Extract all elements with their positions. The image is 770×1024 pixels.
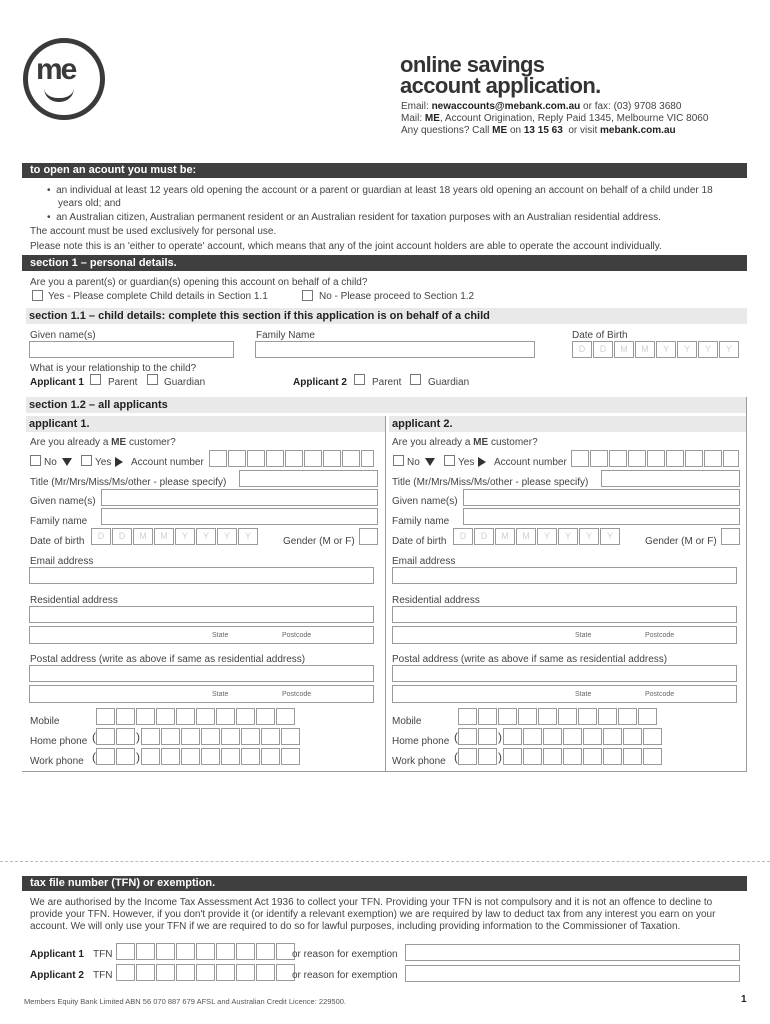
a2-mobile-cell[interactable]	[618, 708, 637, 725]
child-dob-cell[interactable]: D	[572, 341, 592, 358]
note-personal-use: The account must be used exclusively for personal use.	[30, 226, 277, 237]
a1-account-cell[interactable]	[285, 450, 303, 467]
logo-text: me	[36, 53, 76, 86]
a1-home-cell[interactable]	[261, 728, 280, 745]
a2-dob-label: Date of birth	[392, 536, 447, 547]
a2-home-label: Home phone	[392, 736, 450, 747]
a2-gender-input[interactable]	[721, 528, 740, 545]
a1-no-label: No	[44, 457, 57, 468]
a2-email-input[interactable]	[392, 567, 737, 584]
a2-gender-label: Gender (M or F)	[645, 536, 717, 547]
tfn-label-1: TFN	[93, 949, 113, 960]
rel-applicant-1-label: Applicant 1	[30, 377, 84, 388]
arrow-right-icon	[478, 457, 486, 467]
title-line-2: account application.	[400, 73, 601, 98]
a1-dob-cell[interactable]: D	[112, 528, 132, 545]
a2-work-label: Work phone	[392, 756, 446, 767]
a2-family-label: Family name	[392, 516, 450, 527]
a2-home-cell[interactable]	[643, 728, 662, 745]
a2-work-cell[interactable]	[643, 748, 662, 765]
a2-mobile-cell[interactable]	[558, 708, 577, 725]
a2-customer-q-a: Are you already a	[392, 437, 474, 448]
tfn-cell[interactable]	[136, 964, 155, 981]
a2-dob-cell[interactable]: M	[516, 528, 536, 545]
a2-account-cell[interactable]	[723, 450, 739, 467]
mail-address: , Account Origination, Reply Paid 1345, Melbourne VIC 8060	[439, 113, 709, 124]
tfn-cell[interactable]	[256, 964, 275, 981]
tfn-applicant-1-label: Applicant 1	[30, 949, 84, 960]
a2-dob-cell[interactable]: M	[495, 528, 515, 545]
a2-home-cell[interactable]	[583, 728, 602, 745]
a2-home-cell[interactable]	[543, 728, 562, 745]
app1-parent-checkbox[interactable]	[90, 374, 101, 385]
a2-residential-label: Residential address	[392, 595, 480, 606]
a2-account-cell[interactable]	[666, 450, 684, 467]
tfn-cell[interactable]	[196, 964, 215, 981]
app1-parent-label: Parent	[108, 377, 138, 388]
a2-home-cell[interactable]	[623, 728, 642, 745]
tfn-cell[interactable]	[216, 943, 235, 960]
a1-dob-cell[interactable]: M	[133, 528, 153, 545]
child-family-input[interactable]	[255, 341, 535, 358]
a1-no-checkbox[interactable]	[30, 455, 41, 466]
a2-account-cell[interactable]	[571, 450, 589, 467]
a2-dob-cell[interactable]: Y	[579, 528, 599, 545]
a1-home-cell[interactable]	[141, 728, 160, 745]
a1-customer-q-brand: ME	[111, 437, 127, 448]
a2-no-label: No	[407, 457, 420, 468]
a2-work-cell[interactable]	[523, 748, 542, 765]
child-dob-cell[interactable]: M	[614, 341, 634, 358]
yes-child-checkbox[interactable]	[32, 290, 43, 301]
app2-parent-checkbox[interactable]	[354, 374, 365, 385]
tfn-reason-label-1: or reason for exemption	[292, 949, 398, 960]
tfn-cell[interactable]	[116, 943, 135, 960]
child-dob-cell[interactable]: Y	[656, 341, 676, 358]
a1-home-paren-open: (	[92, 730, 96, 744]
a2-dob-cell[interactable]: Y	[537, 528, 557, 545]
a1-post-state-label: State	[212, 691, 229, 698]
a1-work-paren-open: (	[92, 750, 96, 764]
app1-guardian-label: Guardian	[164, 377, 206, 388]
a2-mobile-cell[interactable]	[458, 708, 477, 725]
a1-account-cell[interactable]	[266, 450, 284, 467]
phone-number: 13 15 63	[523, 125, 563, 136]
section-right-rule	[746, 397, 747, 771]
tfn-reason-input-1[interactable]	[405, 944, 740, 961]
a1-dob-cell[interactable]: Y	[217, 528, 237, 545]
a2-mobile-cell[interactable]	[478, 708, 497, 725]
a2-account-cell[interactable]	[590, 450, 608, 467]
a1-home-cell[interactable]	[116, 728, 135, 745]
a2-postal-line2[interactable]	[392, 685, 737, 703]
a1-customer-question	[30, 437, 176, 449]
a2-home-cell[interactable]	[458, 728, 477, 745]
a2-res-postcode-label: Postcode	[645, 632, 675, 639]
a1-dob-cell[interactable]: D	[91, 528, 111, 545]
arrow-down-icon	[62, 458, 72, 466]
a2-title-input[interactable]	[601, 470, 740, 487]
a1-mobile-cell[interactable]	[116, 708, 135, 725]
a1-account-cell[interactable]	[209, 450, 227, 467]
questions-brand: ME	[492, 125, 508, 136]
relationship-question: What is your relationship to the child?	[30, 363, 197, 374]
footer-legal: Members Equity Bank Limited ABN 56 070 887 679 AFSL and Australian Credit Licence: 229500.	[24, 997, 347, 1006]
a2-post-postcode-label: Postcode	[645, 691, 675, 698]
a2-work-cell[interactable]	[603, 748, 622, 765]
a1-work-cell[interactable]	[201, 748, 220, 765]
a2-work-cell[interactable]	[503, 748, 522, 765]
a1-home-label: Home phone	[30, 736, 88, 747]
child-dob-cell[interactable]: M	[635, 341, 655, 358]
tfn-cell[interactable]	[156, 943, 175, 960]
a1-gender-input[interactable]	[359, 528, 378, 545]
child-family-label: Family Name	[256, 330, 315, 341]
yes-child-label: Yes - Please complete Child details in Section 1.1	[48, 291, 268, 302]
tfn-label-2: TFN	[93, 970, 113, 981]
a1-home-cell[interactable]	[241, 728, 260, 745]
email-label: Email:	[401, 101, 432, 112]
a1-family-label: Family name	[30, 516, 88, 527]
mail-label: Mail:	[401, 113, 425, 124]
a2-home-paren-open: (	[454, 730, 458, 744]
tfn-cell[interactable]	[236, 943, 255, 960]
a2-mobile-label: Mobile	[392, 716, 422, 727]
a2-work-paren-open: (	[454, 750, 458, 764]
tfn-cell[interactable]	[256, 943, 275, 960]
a2-work-cell[interactable]	[623, 748, 642, 765]
a1-mobile-cell[interactable]	[216, 708, 235, 725]
a1-home-cell[interactable]	[181, 728, 200, 745]
app1-guardian-checkbox[interactable]	[147, 374, 158, 385]
form-title	[400, 54, 601, 96]
a1-mobile-cell[interactable]	[196, 708, 215, 725]
a2-account-cell[interactable]	[685, 450, 703, 467]
tfn-para-1: We are authorised by the Income Tax Assessment Act 1936 to collect your TFN. Providing your TFN is not compulsory and it is not an offence to decline to	[30, 897, 713, 908]
a1-work-cell[interactable]	[221, 748, 240, 765]
a2-home-cell[interactable]	[503, 728, 522, 745]
a1-residential-line2[interactable]	[29, 626, 374, 644]
a2-mobile-cell[interactable]	[638, 708, 657, 725]
a1-res-state-label: State	[212, 632, 229, 639]
a1-work-cell[interactable]	[141, 748, 160, 765]
section-1-heading: section 1 – personal details.	[22, 255, 747, 271]
a1-work-cell[interactable]	[161, 748, 180, 765]
no-child-checkbox[interactable]	[302, 290, 313, 301]
arrow-right-icon	[115, 457, 123, 467]
a2-given-input[interactable]	[463, 489, 740, 506]
title-line-1: online savings	[400, 52, 545, 77]
a2-account-number-label: Account number	[494, 457, 567, 468]
a2-dob-cell[interactable]: D	[474, 528, 494, 545]
a1-work-cell[interactable]	[241, 748, 260, 765]
note-either-to-operate: Please note this is an 'either to operate' account, which means that any of the joint account holders are able to operate the account individually.	[30, 241, 662, 252]
a2-residential-line2[interactable]	[392, 626, 737, 644]
tfn-cell[interactable]	[236, 964, 255, 981]
a1-postal-label: Postal address (write as above if same as residential address)	[30, 654, 306, 665]
app2-parent-label: Parent	[372, 377, 402, 388]
a2-mobile-cell[interactable]	[538, 708, 557, 725]
bullet-2: • an Australian citizen, Australian permanent resident or an Australian resident for taxation purposes with an Australian residential address.	[47, 212, 661, 223]
a1-mobile-cell[interactable]	[176, 708, 195, 725]
a1-mobile-cell[interactable]	[136, 708, 155, 725]
fax-text: or fax: (03) 9708 3680	[580, 101, 682, 112]
tfn-applicant-2-label: Applicant 2	[30, 970, 84, 981]
no-child-label: No - Please proceed to Section 1.2	[319, 291, 475, 302]
a2-work-cell[interactable]	[458, 748, 477, 765]
a1-yes-label: Yes	[95, 457, 112, 468]
a1-account-cell[interactable]	[342, 450, 360, 467]
tfn-cell[interactable]	[196, 943, 215, 960]
a1-home-paren-close: )	[136, 730, 140, 744]
a1-customer-q-c: customer?	[126, 437, 176, 448]
a2-customer-q-c: customer?	[488, 437, 538, 448]
a1-mobile-cell[interactable]	[156, 708, 175, 725]
page-number: 1	[741, 994, 747, 1005]
a2-work-cell[interactable]	[543, 748, 562, 765]
child-dob-cell[interactable]: Y	[698, 341, 718, 358]
tfn-cell[interactable]	[216, 964, 235, 981]
page-break-line	[0, 861, 770, 862]
a2-mobile-cell[interactable]	[498, 708, 517, 725]
a2-home-paren-close: )	[498, 730, 502, 744]
tfn-para-3: account. We will only use your TFN if we are required to do so for lawful purposes, including providing information to the Commissioner of Taxation.	[30, 921, 681, 932]
a1-email-label: Email address	[30, 556, 94, 567]
a2-mobile-cell[interactable]	[518, 708, 537, 725]
a2-no-checkbox[interactable]	[393, 455, 404, 466]
tfn-heading: tax file number (TFN) or exemption.	[22, 876, 747, 891]
a2-customer-q-brand: ME	[473, 437, 489, 448]
questions-on: on	[507, 125, 524, 136]
child-given-label: Given name(s)	[30, 330, 96, 341]
a2-account-cell[interactable]	[628, 450, 646, 467]
a1-work-cell[interactable]	[261, 748, 280, 765]
a1-customer-q-a: Are you already a	[30, 437, 112, 448]
a2-home-cell[interactable]	[523, 728, 542, 745]
a2-account-cell[interactable]	[609, 450, 627, 467]
a2-res-state-label: State	[575, 632, 592, 639]
a1-postal-line2[interactable]	[29, 685, 374, 703]
tfn-cell[interactable]	[176, 964, 195, 981]
a2-dob-cell[interactable]: Y	[600, 528, 620, 545]
a1-account-cell[interactable]	[361, 450, 374, 467]
a1-res-postcode-label: Postcode	[282, 632, 312, 639]
a1-mobile-cell[interactable]	[96, 708, 115, 725]
a1-mobile-cell[interactable]	[236, 708, 255, 725]
a2-customer-question	[392, 437, 538, 449]
a1-account-number-label: Account number	[131, 457, 204, 468]
a2-home-cell[interactable]	[478, 728, 497, 745]
a2-account-cell[interactable]	[647, 450, 665, 467]
section-1-2-heading: section 1.2 – all applicants	[26, 397, 747, 413]
a2-dob-cell[interactable]: D	[453, 528, 473, 545]
a2-yes-checkbox[interactable]	[444, 455, 455, 466]
applicant-2-heading: applicant 2.	[389, 416, 747, 432]
a2-postal-input[interactable]	[392, 665, 737, 682]
a1-work-cell[interactable]	[281, 748, 300, 765]
bullet-1: • an individual at least 12 years old opening the account or a parent or guardian at least 18 years old opening an account on behalf of a child under 18	[47, 185, 713, 196]
mail-brand: ME	[424, 113, 440, 124]
bullet-2-text: an Australian citizen, Australian permanent resident or an Australian resident for taxation purposes with an Australian residential address.	[56, 212, 661, 223]
a1-post-postcode-label: Postcode	[282, 691, 312, 698]
a2-account-cell[interactable]	[704, 450, 722, 467]
a1-residential-label: Residential address	[30, 595, 118, 606]
intro-heading: to open an acount you must be:	[22, 163, 747, 178]
app2-guardian-label: Guardian	[428, 377, 470, 388]
section-bottom-rule	[22, 771, 747, 772]
tfn-cell[interactable]	[136, 943, 155, 960]
a2-post-state-label: State	[575, 691, 592, 698]
a1-dob-cell[interactable]: Y	[196, 528, 216, 545]
applicant-divider	[385, 416, 386, 771]
a2-residential-input[interactable]	[392, 606, 737, 623]
a2-family-input[interactable]	[463, 508, 740, 525]
a1-home-cell[interactable]	[221, 728, 240, 745]
child-dob-label: Date of Birth	[572, 330, 628, 341]
a1-dob-cell[interactable]: Y	[175, 528, 195, 545]
a1-mobile-cell[interactable]	[276, 708, 295, 725]
a1-account-cell[interactable]	[304, 450, 322, 467]
section-1-1-heading: section 1.1 – child details: complete this section if this application is on behalf of a child	[26, 308, 747, 324]
a1-family-input[interactable]	[101, 508, 378, 525]
questions-text: Any questions? Call	[401, 125, 493, 136]
a1-account-cell[interactable]	[228, 450, 246, 467]
a1-title-label: Title (Mr/Mrs/Miss/Ms/other - please specify)	[30, 477, 227, 488]
a1-title-input[interactable]	[239, 470, 378, 487]
a2-work-cell[interactable]	[583, 748, 602, 765]
a2-given-label: Given name(s)	[392, 496, 458, 507]
a2-mobile-cell[interactable]	[598, 708, 617, 725]
tfn-cell[interactable]	[176, 943, 195, 960]
website-link[interactable]: mebank.com.au	[600, 125, 676, 136]
a1-postal-input[interactable]	[29, 665, 374, 682]
child-dob-cell[interactable]: Y	[719, 341, 739, 358]
a2-mobile-cell[interactable]	[578, 708, 597, 725]
a2-home-cell[interactable]	[603, 728, 622, 745]
arrow-down-icon	[425, 458, 435, 466]
a1-home-cell[interactable]	[201, 728, 220, 745]
a1-work-label: Work phone	[30, 756, 84, 767]
contact-details	[401, 101, 708, 137]
a2-work-paren-close: )	[498, 750, 502, 764]
parent-question: Are you a parent(s) or guardian(s) opening this account on behalf of a child?	[30, 277, 368, 288]
a2-title-label: Title (Mr/Mrs/Miss/Ms/other - please specify)	[392, 477, 589, 488]
a1-given-input[interactable]	[101, 489, 378, 506]
tfn-reason-label-2: or reason for exemption	[292, 970, 398, 981]
rel-applicant-2-label: Applicant 2	[293, 377, 347, 388]
a2-work-cell[interactable]	[563, 748, 582, 765]
applicant-1-heading: applicant 1.	[26, 416, 385, 432]
bullet-1-text: an individual at least 12 years old opening the account or a parent or guardian at least 18 years old opening an account on behalf of a child under 18	[56, 185, 713, 196]
email-link[interactable]: newaccounts@mebank.com.au	[431, 101, 581, 112]
a1-dob-label: Date of birth	[30, 536, 85, 547]
a2-work-cell[interactable]	[478, 748, 497, 765]
a1-mobile-label: Mobile	[30, 716, 60, 727]
a1-gender-label: Gender (M or F)	[283, 536, 355, 547]
a1-dob-cell[interactable]: Y	[238, 528, 258, 545]
a2-yes-label: Yes	[458, 457, 475, 468]
a1-given-label: Given name(s)	[30, 496, 96, 507]
a1-email-input[interactable]	[29, 567, 374, 584]
a1-work-cell[interactable]	[181, 748, 200, 765]
a1-work-paren-close: )	[136, 750, 140, 764]
visit-text: or visit	[562, 125, 601, 136]
a1-account-cell[interactable]	[323, 450, 341, 467]
a1-account-cell[interactable]	[247, 450, 265, 467]
a1-mobile-cell[interactable]	[256, 708, 275, 725]
a1-work-cell[interactable]	[116, 748, 135, 765]
a1-work-cell[interactable]	[96, 748, 115, 765]
a2-postal-label: Postal address (write as above if same as residential address)	[392, 654, 668, 665]
a1-home-cell[interactable]	[161, 728, 180, 745]
app2-guardian-checkbox[interactable]	[410, 374, 421, 385]
tfn-cell[interactable]	[156, 964, 175, 981]
a1-dob-cell[interactable]: M	[154, 528, 174, 545]
tfn-cell[interactable]	[116, 964, 135, 981]
child-dob-cell[interactable]: D	[593, 341, 613, 358]
a1-residential-input[interactable]	[29, 606, 374, 623]
a2-home-cell[interactable]	[563, 728, 582, 745]
child-dob-cell[interactable]: Y	[677, 341, 697, 358]
a1-home-cell[interactable]	[96, 728, 115, 745]
child-given-input[interactable]	[29, 341, 234, 358]
bullet-1-cont: years old; and	[58, 198, 121, 209]
tfn-para-2: provide your TFN. However, if you don't provide it (or identify a relevant exemption) we are required by law to deduct tax from any interest you earn on your	[30, 909, 716, 920]
a1-home-cell[interactable]	[281, 728, 300, 745]
a2-email-label: Email address	[392, 556, 456, 567]
a2-dob-cell[interactable]: Y	[558, 528, 578, 545]
tfn-reason-input-2[interactable]	[405, 965, 740, 982]
a1-yes-checkbox[interactable]	[81, 455, 92, 466]
